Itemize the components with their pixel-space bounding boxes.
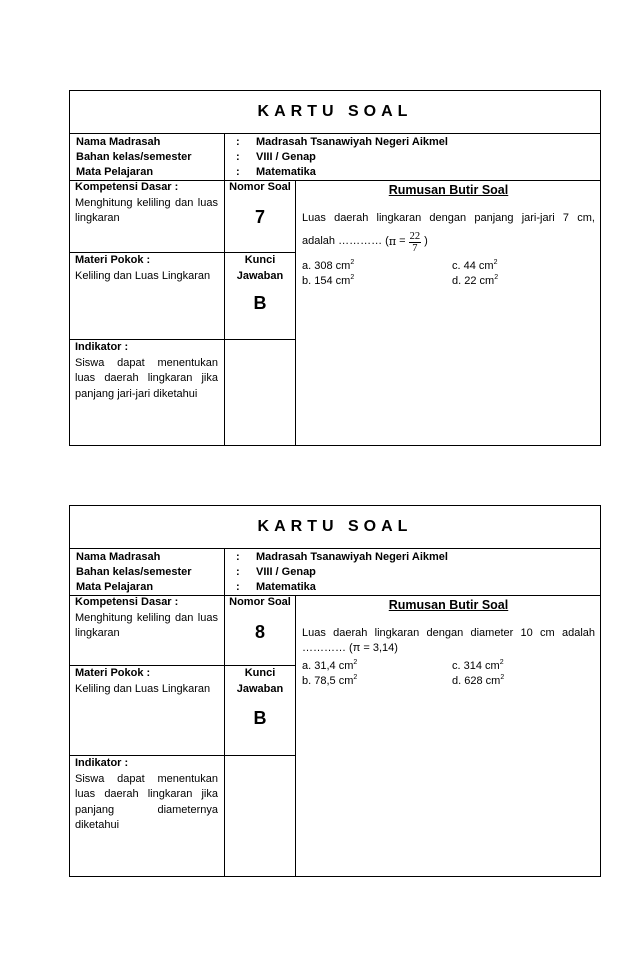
kompetensi-label: Kompetensi Dasar :: [75, 596, 179, 608]
madrasah-label: Nama Madrasah: [76, 551, 161, 563]
materi-text: Keliling dan Luas Lingkaran: [75, 269, 211, 282]
materi-label: Materi Pokok :: [75, 667, 151, 679]
option-text: b. 154 cm: [302, 275, 351, 287]
option-text: b. 78,5 cm: [302, 674, 354, 687]
info-row-mapel: [76, 580, 596, 595]
indikator-text: Siswa dapat menentukan luas daerah lingkaran jika panjang diameternya diketahui: [75, 772, 218, 831]
colon: :: [236, 566, 240, 578]
rumusan-title: Rumusan Butir Soal: [388, 598, 509, 612]
card-body: [70, 180, 600, 445]
nomor-value: 7: [254, 206, 265, 227]
kompetensi-cell: [70, 180, 224, 253]
colon: :: [236, 136, 240, 148]
fraction: [409, 231, 422, 254]
option-a: [302, 659, 357, 675]
kunci-cell: [225, 666, 295, 756]
fraction-denominator: 7: [412, 242, 418, 254]
option-b: [302, 274, 354, 290]
kunci-label: Kunci: [244, 254, 276, 266]
materi-label: Materi Pokok :: [75, 254, 151, 266]
materi-cell: [70, 666, 224, 756]
superscript: 2: [353, 658, 358, 666]
kunci-cell: [225, 253, 295, 340]
question-card-8: [69, 505, 601, 877]
question-text: ): [421, 235, 428, 248]
bahan-value: VIII / Genap: [256, 151, 316, 163]
kunci-value: B: [253, 293, 267, 313]
mapel-value: Matematika: [256, 166, 316, 178]
options: [302, 659, 595, 691]
colon: :: [236, 551, 240, 563]
kunci-label: Jawaban: [236, 269, 284, 282]
superscript: 2: [353, 673, 358, 681]
left-column: [70, 180, 225, 445]
option-d: [452, 274, 498, 290]
card-info: [70, 134, 600, 181]
nomor-label: Nomor Soal: [229, 596, 291, 608]
info-row-bahan: [76, 565, 596, 580]
info-row-madrasah: [76, 550, 596, 565]
materi-text: Keliling dan Luas Lingkaran: [75, 682, 211, 695]
middle-column: [225, 180, 296, 445]
question-line-1: Luas daerah lingkaran dengan panjang jari-jari 7 cm,: [302, 211, 595, 224]
superscript: 2: [493, 259, 498, 266]
equals: =: [396, 235, 409, 248]
option-d: [452, 674, 504, 690]
nomor-cell: [225, 180, 295, 253]
question-line-2: [302, 229, 595, 255]
kunci-label: Kunci: [244, 667, 276, 679]
question-line-1: Luas daerah lingkaran dengan diameter 10 cm adalah: [302, 626, 595, 639]
kompetensi-text: Menghitung keliling dan luas lingkaran: [75, 611, 218, 639]
mapel-label: Mata Pelajaran: [76, 166, 154, 178]
question-block: [296, 183, 600, 291]
rumusan-title: Rumusan Butir Soal: [388, 183, 509, 197]
indikator-cell: [70, 340, 224, 445]
card-info: [70, 549, 600, 596]
superscript: 2: [350, 274, 355, 281]
madrasah-value: Madrasah Tsanawiyah Negeri Aikmel: [256, 551, 448, 563]
nomor-value: 8: [254, 621, 265, 642]
bahan-value: VIII / Genap: [256, 566, 316, 578]
question-block: [296, 598, 600, 691]
superscript: 2: [499, 658, 504, 666]
question-line-2: ………… (π = 3,14): [302, 642, 398, 654]
card-body: [70, 595, 600, 876]
info-row-madrasah: [76, 135, 596, 150]
option-text: c. 314 cm: [452, 659, 500, 672]
colon: :: [236, 151, 240, 163]
colon: :: [236, 581, 240, 593]
card-title: KARTU SOAL: [70, 91, 600, 134]
indikator-cell: [70, 756, 224, 876]
fraction-numerator: 22: [409, 230, 421, 242]
option-b: [302, 674, 357, 690]
materi-cell: [70, 253, 224, 340]
colon: :: [236, 166, 240, 178]
left-column: [70, 595, 225, 876]
card-title: KARTU SOAL: [70, 506, 600, 549]
superscript: 2: [494, 274, 499, 281]
bahan-label: Bahan kelas/semester: [76, 151, 192, 163]
kunci-label: Jawaban: [236, 682, 284, 695]
options: [302, 259, 595, 291]
kunci-value: B: [253, 708, 267, 728]
nomor-cell: [225, 595, 295, 666]
madrasah-label: Nama Madrasah: [76, 136, 161, 148]
question-column: [296, 595, 600, 876]
superscript: 2: [350, 259, 355, 266]
info-row-mapel: [76, 165, 596, 180]
option-c: [452, 659, 504, 675]
option-text: d. 628 cm: [452, 674, 501, 687]
pi-symbol: π: [388, 235, 397, 249]
bahan-label: Bahan kelas/semester: [76, 566, 192, 578]
middle-column: [225, 595, 296, 876]
option-text: a. 308 cm: [302, 260, 351, 272]
indikator-label: Indikator :: [75, 341, 129, 353]
option-c: [452, 259, 497, 275]
indikator-text: Siswa dapat menentukan luas daerah lingkaran jika panjang jari-jari diketahui: [75, 356, 218, 400]
superscript: 2: [500, 673, 505, 681]
mapel-value: Matematika: [256, 581, 316, 593]
option-text: d. 22 cm: [452, 275, 495, 287]
question-card-7: [69, 90, 601, 446]
option-text: c. 44 cm: [452, 260, 494, 272]
kompetensi-label: Kompetensi Dasar :: [75, 181, 179, 193]
option-text: a. 31,4 cm: [302, 659, 354, 672]
mapel-label: Mata Pelajaran: [76, 581, 154, 593]
info-row-bahan: [76, 150, 596, 165]
option-a: [302, 259, 354, 275]
madrasah-value: Madrasah Tsanawiyah Negeri Aikmel: [256, 136, 448, 148]
kompetensi-cell: [70, 595, 224, 666]
question-text: adalah ………… (: [302, 235, 389, 248]
nomor-label: Nomor Soal: [229, 181, 291, 193]
kompetensi-text: Menghitung keliling dan luas lingkaran: [75, 196, 218, 224]
indikator-label: Indikator :: [75, 757, 129, 769]
question-column: [296, 180, 600, 445]
